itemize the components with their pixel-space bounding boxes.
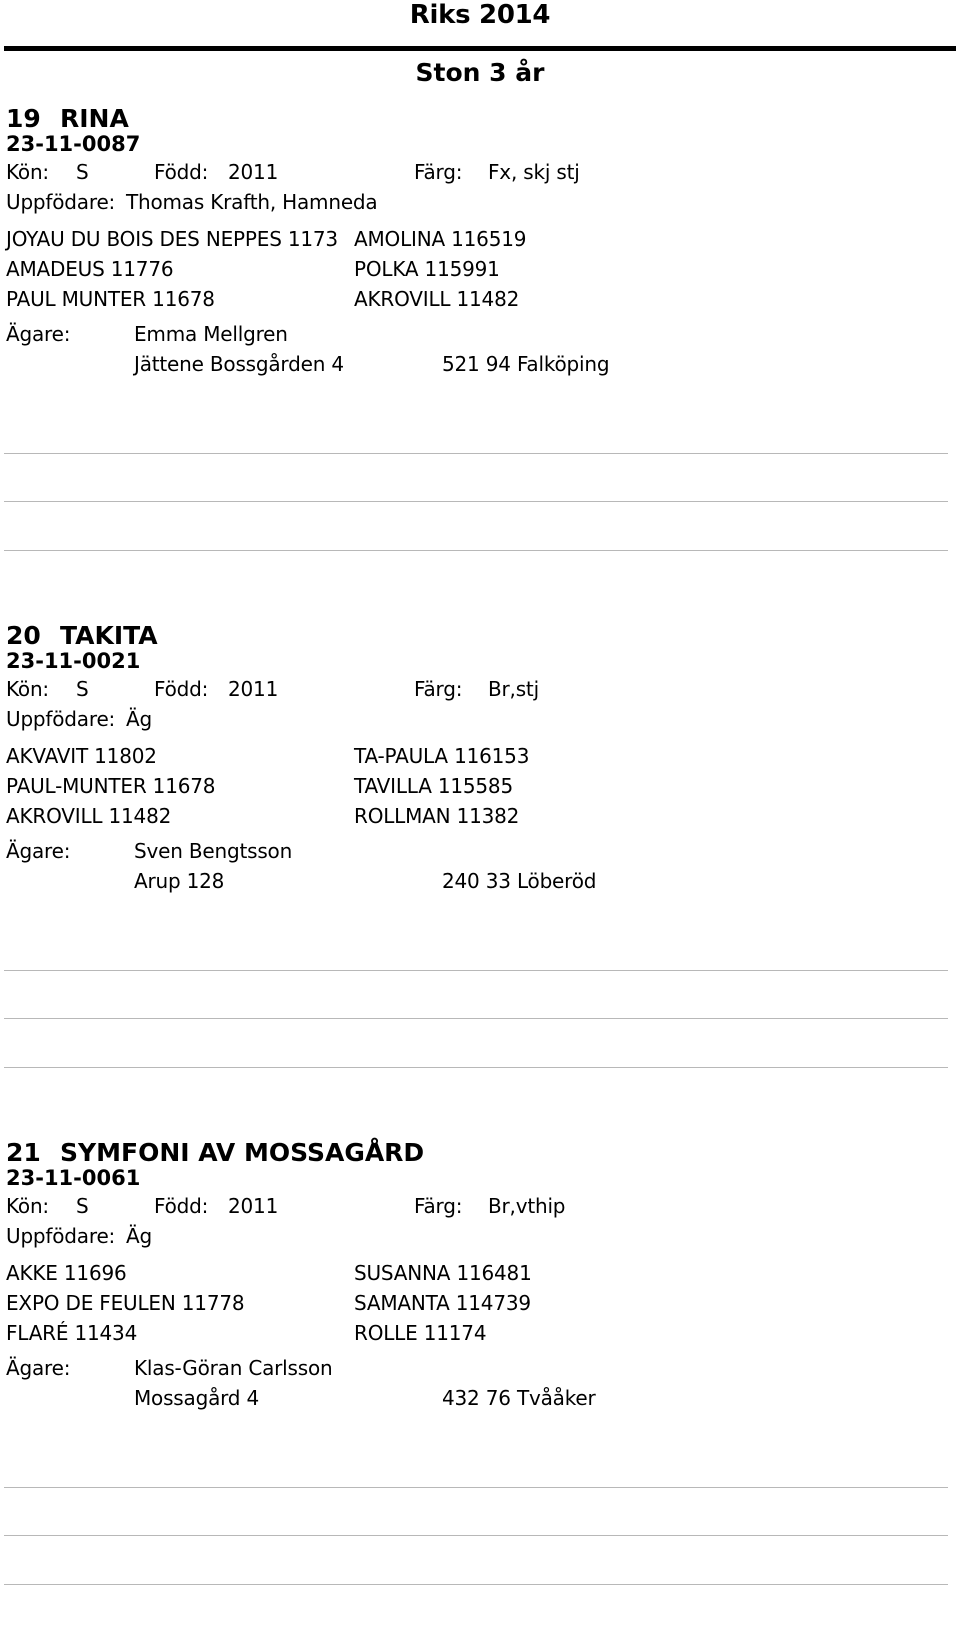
document-title: Riks 2014 xyxy=(409,0,551,30)
registration-number: 23-11-0061 xyxy=(6,1166,141,1190)
owner-label: Ägare: xyxy=(6,1356,71,1380)
pedigree-right: AKROVILL 11482 xyxy=(354,287,520,311)
horse-number: 19 xyxy=(6,104,41,133)
owner-street: Mossagård 4 xyxy=(134,1386,259,1410)
horse-name: TAKITA xyxy=(60,621,158,650)
horse-name-line xyxy=(6,1138,424,1167)
header-divider xyxy=(4,46,956,51)
owner-postal: 432 76 Tvååker xyxy=(442,1386,596,1410)
separator-line xyxy=(4,1584,948,1585)
separator-line xyxy=(4,453,948,454)
horse-name-line xyxy=(6,104,129,133)
registration-number: 23-11-0021 xyxy=(6,649,141,673)
born-label: Född: xyxy=(154,1194,209,1218)
pedigree-left: JOYAU DU BOIS DES NEPPES 1173 xyxy=(6,227,338,251)
pedigree-left: FLARÉ 11434 xyxy=(6,1321,138,1345)
separator-line xyxy=(4,1067,948,1068)
breeder-value: Äg xyxy=(126,1224,152,1248)
owner-name: Sven Bengtsson xyxy=(134,839,293,863)
born-value: 2011 xyxy=(228,160,279,184)
pedigree-right: SUSANNA 116481 xyxy=(354,1261,532,1285)
owner-postal: 240 33 Löberöd xyxy=(442,869,597,893)
sex-value: S xyxy=(76,677,89,701)
owner-street: Arup 128 xyxy=(134,869,225,893)
separator-line xyxy=(4,970,948,971)
color-value: Br,stj xyxy=(488,677,539,701)
breeder-label: Uppfödare: xyxy=(6,707,116,731)
born-value: 2011 xyxy=(228,1194,279,1218)
horse-name: RINA xyxy=(60,104,129,133)
color-label: Färg: xyxy=(414,160,463,184)
breeder-label: Uppfödare: xyxy=(6,1224,116,1248)
color-label: Färg: xyxy=(414,677,463,701)
horse-number: 20 xyxy=(6,621,41,650)
color-value: Fx, skj stj xyxy=(488,160,580,184)
pedigree-left: AKROVILL 11482 xyxy=(6,804,172,828)
horse-number: 21 xyxy=(6,1138,41,1167)
born-label: Född: xyxy=(154,160,209,184)
color-label: Färg: xyxy=(414,1194,463,1218)
separator-line xyxy=(4,1018,948,1019)
separator-line xyxy=(4,1535,948,1536)
sex-value: S xyxy=(76,160,89,184)
breeder-label: Uppfödare: xyxy=(6,190,116,214)
pedigree-right: ROLLMAN 11382 xyxy=(354,804,520,828)
pedigree-left: AKKE 11696 xyxy=(6,1261,127,1285)
pedigree-right: TAVILLA 115585 xyxy=(354,774,513,798)
pedigree-right: SAMANTA 114739 xyxy=(354,1291,531,1315)
registration-number: 23-11-0087 xyxy=(6,132,141,156)
pedigree-right: TA-PAULA 116153 xyxy=(354,744,530,768)
pedigree-left: AKVAVIT 11802 xyxy=(6,744,157,768)
color-value: Br,vthip xyxy=(488,1194,566,1218)
sex-label: Kön: xyxy=(6,1194,49,1218)
sex-value: S xyxy=(76,1194,89,1218)
sex-label: Kön: xyxy=(6,160,49,184)
owner-postal: 521 94 Falköping xyxy=(442,352,610,376)
owner-label: Ägare: xyxy=(6,322,71,346)
owner-name: Emma Mellgren xyxy=(134,322,288,346)
separator-line xyxy=(4,550,948,551)
owner-name: Klas-Göran Carlsson xyxy=(134,1356,333,1380)
horse-name: SYMFONI AV MOSSAGÅRD xyxy=(60,1138,425,1167)
pedigree-right: AMOLINA 116519 xyxy=(354,227,527,251)
separator-line xyxy=(4,501,948,502)
class-heading: Ston 3 år xyxy=(415,58,545,87)
owner-label: Ägare: xyxy=(6,839,71,863)
born-label: Född: xyxy=(154,677,209,701)
born-value: 2011 xyxy=(228,677,279,701)
horse-name-line xyxy=(6,621,158,650)
owner-street: Jättene Bossgården 4 xyxy=(134,352,344,376)
pedigree-left: PAUL MUNTER 11678 xyxy=(6,287,215,311)
breeder-value: Äg xyxy=(126,707,152,731)
pedigree-right: ROLLE 11174 xyxy=(354,1321,487,1345)
sex-label: Kön: xyxy=(6,677,49,701)
separator-line xyxy=(4,1487,948,1488)
pedigree-left: AMADEUS 11776 xyxy=(6,257,174,281)
pedigree-left: EXPO DE FEULEN 11778 xyxy=(6,1291,245,1315)
breeder-value: Thomas Krafth, Hamneda xyxy=(126,190,378,214)
pedigree-left: PAUL-MUNTER 11678 xyxy=(6,774,216,798)
pedigree-right: POLKA 115991 xyxy=(354,257,500,281)
